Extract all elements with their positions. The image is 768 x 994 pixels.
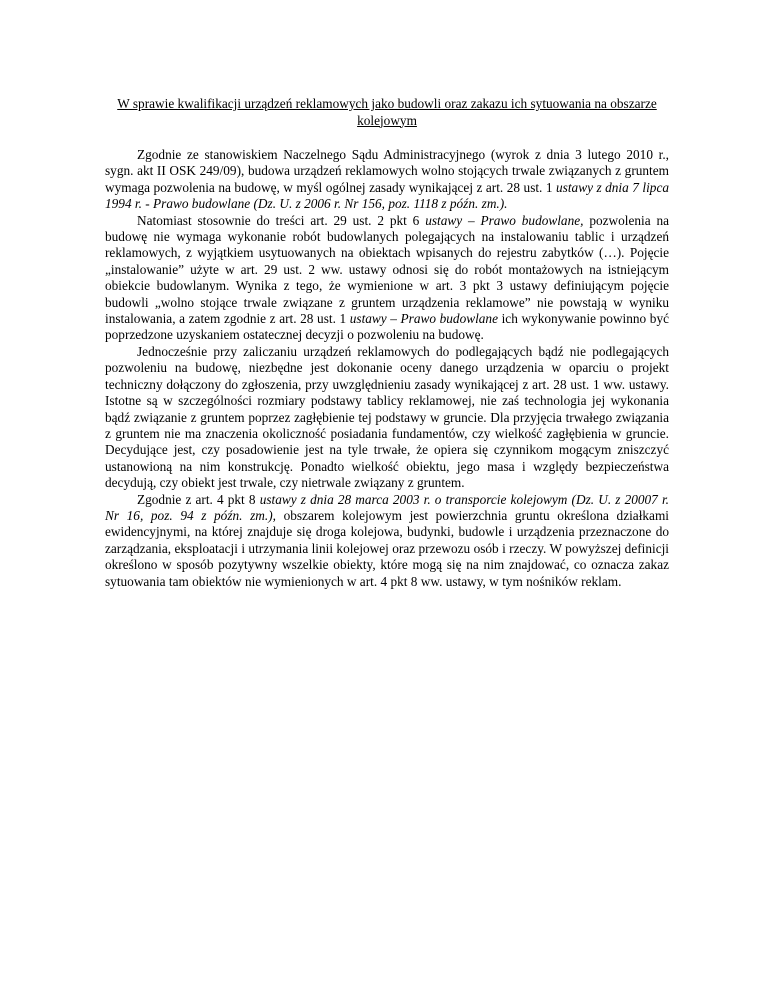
italic-citation: ustawy – Prawo budowlane xyxy=(349,311,498,327)
italic-citation: ustawy – Prawo budowlane, xyxy=(425,212,584,228)
italic-citation: ustawy z dnia 7 lipca 1994 r. - Prawo budowlane (Dz. U. z 2006 r. Nr 156, poz. 1118 z późn. zm.). xyxy=(105,179,669,212)
text-segment: Zgodnie z art. 4 pkt 8 xyxy=(137,491,260,507)
document-title: W sprawie kwalifikacji urządzeń reklamowych jako budowli oraz zakazu ich sytuowania na obszarze kolejowym xyxy=(117,96,657,128)
document-body xyxy=(105,147,669,590)
text-segment: ich wykonywanie powinno być poprzedzone uzyskaniem ostatecznej decyzji o pozwoleniu na budowę. xyxy=(105,311,669,343)
text-segment: obszarem kolejowym jest powierzchnia gruntu określona działkami ewidencyjnymi, na której znajduje się droga kolejowa, budynki, budowle i urządzenia przeznaczone do zarządzania, eksploatacji i utrzymania linii kolejowej oraz przewozu osób i rzeczy. W powyższej definicji określono w sposób pozytywny wszelkie obiekty, które mogą się na nim znajdować, co oznacza zakaz sytuowania tam obiektów nie wymienionych w art. 4 pkt 8 ww. ustawy, w tym nośników reklam. xyxy=(105,507,669,589)
paragraph xyxy=(105,213,669,344)
paragraph xyxy=(105,344,669,492)
paragraph xyxy=(105,147,669,213)
text-segment: Zgodnie ze stanowiskiem Naczelnego Sądu Administracyjnego (wyrok z dnia 3 lutego 2010 r., sygn. akt II OSK 249/09), budowa urządzeń reklamowych wolno stojących trwale związanych z gruntem wymaga pozwolenia na budowę, w myśl ogólnej zasady wynikającej z art. 28 ust. 1 xyxy=(105,147,669,195)
text-segment: Jednocześnie przy zaliczaniu urządzeń reklamowych do podlegających bądź nie podlegających pozwoleniu na budowę, niezbędne jest dokonanie oceny danego urządzenia w oparciu o projekt techniczny dołączony do zgłoszenia, przy uwzględnieniu zasady wynikającej z art. 28 ust. 1 ww. ustawy. Istotne są w szczególności rozmiary podstawy tablicy reklamowej, nie zaś technologia jej wykonania bądź związanie z gruntem poprzez zagłębienie tej podstawy w gruncie. Dla przyjęcia trwałego związania z gruntem nie ma znaczenia okoliczność posiadania fundamentów, czy wielkość zagłębienia w gruncie. Decydujące jest, czy posadowienie jest na tyle trwałe, że opiera się czynnikom mogącym zniszczyć ustanowioną na nim konstrukcję. Ponadto wielkość obiektu, jego masa i względy bezpieczeństwa decydują, czy obiekt jest trwale, czy nietrwale związany z gruntem. xyxy=(105,343,669,491)
text-segment: Natomiast stosownie do treści art. 29 ust. 2 pkt 6 xyxy=(137,212,426,228)
italic-citation: ustawy z dnia 28 marca 2003 r. o transporcie kolejowym (Dz. U. z 20007 r. Nr 16, poz. 94 z późn. zm.), xyxy=(105,491,669,523)
paragraph xyxy=(105,492,669,590)
document-page xyxy=(105,96,669,590)
text-segment: pozwolenia na budowę nie wymaga wykonanie robót budowlanych polegających na instalowaniu tablic i urządzeń reklamowych, z wyjątkiem usytuowanych na obiektach wpisanych do rejestru zabytków (…). Pojęcie „instalowanie” użyte w art. 29 ust. 2 ww. ustawy odnosi się do robót montażowych na istniejącym obiekcie budowlanym. Wynika z tego, że wymienione w art. 3 pkt 3 ustawy definiującym pojęcie budowli „wolno stojące trwale związane z gruntem urządzenia reklamowe” nie powstają w wyniku instalowania, a zatem zgodnie z art. 28 ust. 1 xyxy=(105,212,670,327)
